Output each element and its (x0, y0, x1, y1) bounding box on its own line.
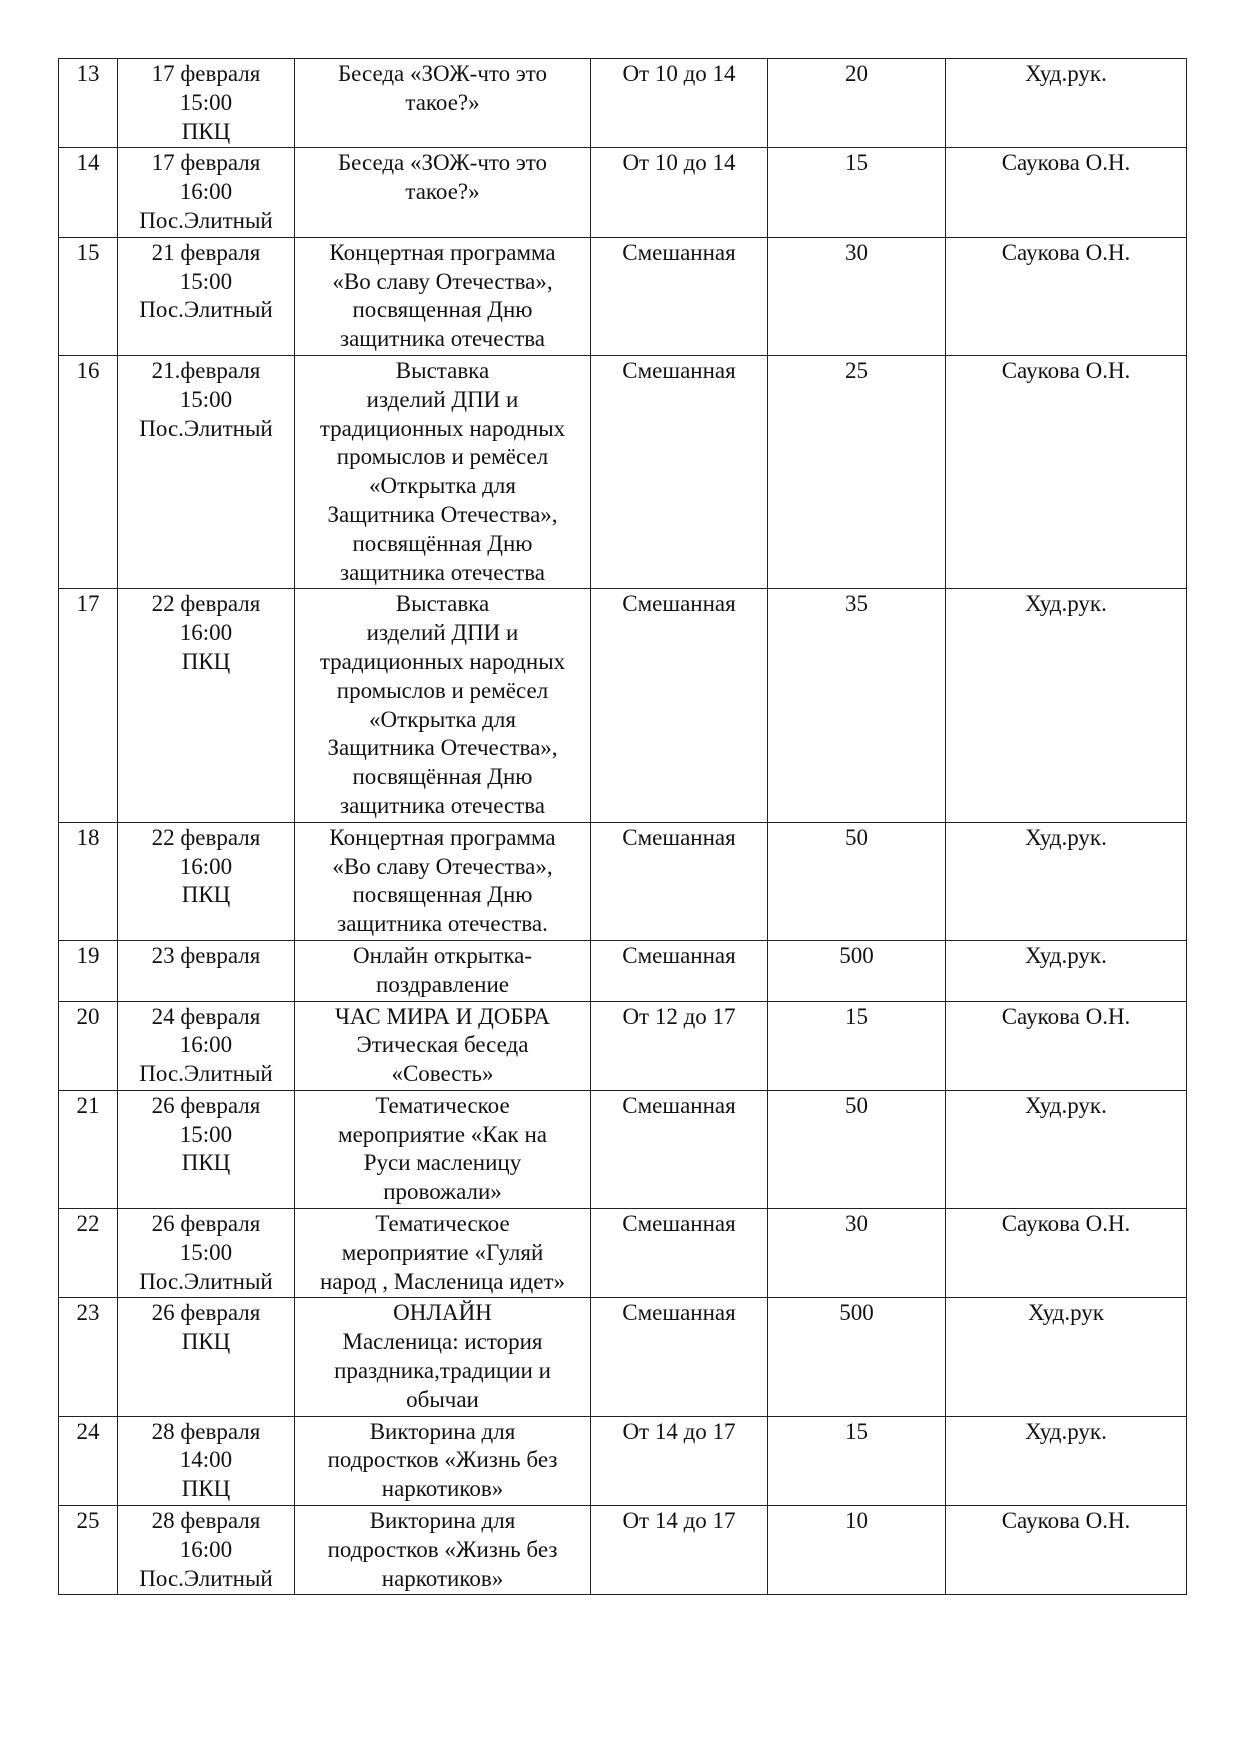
date-time-place-cell: 21.февраля 15:00 Пос.Элитный (118, 355, 295, 588)
attendance-count-cell: 20 (768, 59, 946, 148)
audience-age-cell: От 12 до 17 (591, 1001, 768, 1090)
responsible-person-cell: Саукова О.Н. (946, 1506, 1187, 1595)
table-row (59, 940, 1187, 1001)
attendance-count-cell: 15 (768, 1001, 946, 1090)
table-row (59, 1209, 1187, 1298)
attendance-count-cell: 30 (768, 237, 946, 355)
event-title-cell: Тематическое мероприятие «Гуляй народ , Масленица идет» (295, 1209, 591, 1298)
attendance-count-cell: 15 (768, 1416, 946, 1505)
events-table (58, 58, 1187, 1595)
event-title-cell: Онлайн открытка- поздравление (295, 940, 591, 1001)
responsible-person-cell: Худ.рук (946, 1298, 1187, 1416)
table-row (59, 1090, 1187, 1208)
responsible-person-cell: Худ.рук. (946, 59, 1187, 148)
attendance-count-cell: 500 (768, 1298, 946, 1416)
date-time-place-cell: 26 февраля ПКЦ (118, 1298, 295, 1416)
event-title-cell: Беседа «ЗОЖ-что это такое?» (295, 148, 591, 237)
row-number-cell: 22 (59, 1209, 118, 1298)
date-time-place-cell: 26 февраля 15:00 Пос.Элитный (118, 1209, 295, 1298)
date-time-place-cell: 24 февраля 16:00 Пос.Элитный (118, 1001, 295, 1090)
row-number-cell: 20 (59, 1001, 118, 1090)
responsible-person-cell: Саукова О.Н. (946, 1209, 1187, 1298)
audience-age-cell: От 14 до 17 (591, 1506, 768, 1595)
event-title-cell: ОНЛАЙН Масленица: история праздника,традиции и обычаи (295, 1298, 591, 1416)
row-number-cell: 19 (59, 940, 118, 1001)
event-title-cell: Концертная программа «Во славу Отечества», посвященная Дню защитника отечества. (295, 822, 591, 940)
table-row (59, 1416, 1187, 1505)
table-row (59, 237, 1187, 355)
row-number-cell: 18 (59, 822, 118, 940)
row-number-cell: 24 (59, 1416, 118, 1505)
date-time-place-cell: 17 февраля 16:00 Пос.Элитный (118, 148, 295, 237)
audience-age-cell: Смешанная (591, 237, 768, 355)
responsible-person-cell: Худ.рук. (946, 1090, 1187, 1208)
event-title-cell: Выставка изделий ДПИ и традиционных народных промыслов и ремёсел «Открытка для Защитника Отечества», посвящённая Дню защитника отечества (295, 589, 591, 822)
row-number-cell: 21 (59, 1090, 118, 1208)
event-title-cell: ЧАС МИРА И ДОБРА Этическая беседа «Совесть» (295, 1001, 591, 1090)
row-number-cell: 15 (59, 237, 118, 355)
audience-age-cell: Смешанная (591, 1090, 768, 1208)
date-time-place-cell: 23 февраля (118, 940, 295, 1001)
table-row (59, 1298, 1187, 1416)
responsible-person-cell: Худ.рук. (946, 1416, 1187, 1505)
date-time-place-cell: 26 февраля 15:00 ПКЦ (118, 1090, 295, 1208)
audience-age-cell: Смешанная (591, 940, 768, 1001)
attendance-count-cell: 15 (768, 148, 946, 237)
responsible-person-cell: Саукова О.Н. (946, 1001, 1187, 1090)
events-table-body (59, 59, 1187, 1595)
row-number-cell: 25 (59, 1506, 118, 1595)
responsible-person-cell: Саукова О.Н. (946, 355, 1187, 588)
date-time-place-cell: 22 февраля 16:00 ПКЦ (118, 822, 295, 940)
date-time-place-cell: 28 февраля 16:00 Пос.Элитный (118, 1506, 295, 1595)
table-row (59, 59, 1187, 148)
audience-age-cell: Смешанная (591, 1209, 768, 1298)
date-time-place-cell: 17 февраля 15:00 ПКЦ (118, 59, 295, 148)
row-number-cell: 13 (59, 59, 118, 148)
responsible-person-cell: Саукова О.Н. (946, 148, 1187, 237)
attendance-count-cell: 10 (768, 1506, 946, 1595)
event-title-cell: Тематическое мероприятие «Как на Руси масленицу провожали» (295, 1090, 591, 1208)
document-page (58, 58, 1186, 1595)
table-row (59, 1001, 1187, 1090)
row-number-cell: 23 (59, 1298, 118, 1416)
attendance-count-cell: 500 (768, 940, 946, 1001)
event-title-cell: Викторина для подростков «Жизнь без наркотиков» (295, 1416, 591, 1505)
table-row (59, 822, 1187, 940)
audience-age-cell: Смешанная (591, 355, 768, 588)
event-title-cell: Викторина для подростков «Жизнь без наркотиков» (295, 1506, 591, 1595)
audience-age-cell: Смешанная (591, 822, 768, 940)
attendance-count-cell: 50 (768, 1090, 946, 1208)
attendance-count-cell: 50 (768, 822, 946, 940)
date-time-place-cell: 22 февраля 16:00 ПКЦ (118, 589, 295, 822)
date-time-place-cell: 28 февраля 14:00 ПКЦ (118, 1416, 295, 1505)
row-number-cell: 14 (59, 148, 118, 237)
date-time-place-cell: 21 февраля 15:00 Пос.Элитный (118, 237, 295, 355)
audience-age-cell: От 14 до 17 (591, 1416, 768, 1505)
attendance-count-cell: 35 (768, 589, 946, 822)
responsible-person-cell: Худ.рук. (946, 940, 1187, 1001)
responsible-person-cell: Саукова О.Н. (946, 237, 1187, 355)
row-number-cell: 16 (59, 355, 118, 588)
attendance-count-cell: 25 (768, 355, 946, 588)
audience-age-cell: От 10 до 14 (591, 148, 768, 237)
audience-age-cell: Смешанная (591, 589, 768, 822)
responsible-person-cell: Худ.рук. (946, 589, 1187, 822)
table-row (59, 148, 1187, 237)
event-title-cell: Концертная программа «Во славу Отечества», посвященная Дню защитника отечества (295, 237, 591, 355)
audience-age-cell: От 10 до 14 (591, 59, 768, 148)
table-row (59, 589, 1187, 822)
event-title-cell: Беседа «ЗОЖ-что это такое?» (295, 59, 591, 148)
table-row (59, 1506, 1187, 1595)
audience-age-cell: Смешанная (591, 1298, 768, 1416)
event-title-cell: Выставка изделий ДПИ и традиционных народных промыслов и ремёсел «Открытка для Защитника Отечества», посвящённая Дню защитника отечества (295, 355, 591, 588)
table-row (59, 355, 1187, 588)
responsible-person-cell: Худ.рук. (946, 822, 1187, 940)
attendance-count-cell: 30 (768, 1209, 946, 1298)
row-number-cell: 17 (59, 589, 118, 822)
